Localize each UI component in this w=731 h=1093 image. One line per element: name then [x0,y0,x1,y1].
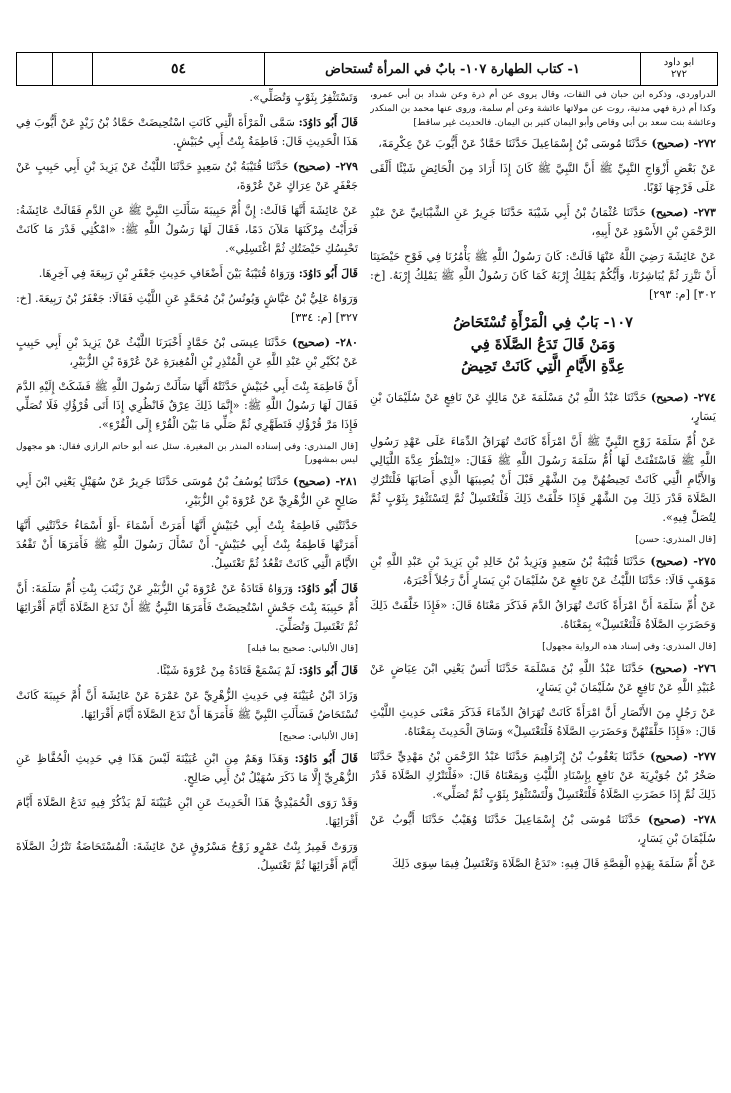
running-title: ١- كتاب الطهارة ١٠٧- بابٌ في المرأة تُستحاض [265,53,641,85]
text-paragraph: وَرَوَتْ قَمِيرُ بِنْتُ عَمْرٍو زَوْجُ مَسْرُوقٍ عَنْ عَائِشَةَ: الْمُسْتَحَاضَةُ تَتْرُكُ الصَّلَاةَ أَيَّامَ أَقْرَائِهَا ثُمَّ تَغْتَسِلُ. [16,840,358,872]
hadith-text: حَدَّثَنَا قُتَيْبَةُ بْنُ سَعِيدٍ حَدَّثَنَا اللَّيْثُ عَنْ يَزِيدَ بْنِ أَبِي حَبِيبٍ عَنْ جَعْفَرٍ عَنْ عِرَاكٍ عَنْ عُرْوَةَ، [16,160,358,192]
hadith-label: ٢٨١- (صحيح) [293,474,358,488]
header-empty-cell [53,53,93,85]
hadith-text: حَدَّثَنَا مُوسَى بْنُ إِسْمَاعِيلَ حَدَّثَنَا حَمَّادٌ عَنْ أَيُّوبَ عَنْ عِكْرِمَةَ، [378,137,652,150]
hadith-label: قَالَ أَبُو دَاوُدَ: [298,115,358,129]
hadith-paragraph [370,659,716,697]
page-header [16,52,718,86]
hadith-text: حَدَّثَنَا عَبْدُ اللَّهِ بْنُ مَسْلَمَةَ عَنْ مَالِكٍ عَنْ نَافِعٍ عَنْ سُلَيْمَانَ بْنِ يَسَارٍ، [370,391,716,423]
hadith-paragraph [16,749,358,787]
hadith-paragraph [370,747,716,804]
hadith-label: ٢٧٩- (صحيح) [292,159,358,173]
text-paragraph: عَنْ عَائِشَةَ رَضِيَ اللَّهُ عَنْهَا قَالَتْ: كَانَ رَسُولُ اللَّهِ ﷺ يَأْمُرُنَا فِي فَوْحِ حَيْضَتِنَا أَنْ نَتَّزِرَ ثُمَّ يُبَاشِرُنَا، وَأَيُّكُمْ يَمْلِكُ إِرْبَهُ كَمَا كَانَ رَسُولُ اللَّهِ ﷺ يَمْلِكُ إِرْبَهُ. [خ: ٣٠٢] [م: ٢٩٣] [370,250,716,301]
hadith-label: ٢٧٧- (صحيح) [650,749,716,763]
hadith-text: وَرَوَاهُ قَتَادَةُ عَنْ عُرْوَةَ بْنِ الزُّبَيْرِ عَنْ زَيْنَبَ بِنْتِ أُمِّ سَلَمَةَ: أَنَّ أُمَّ حَبِيبَةَ بِنْتَ جَحْشٍ اسْتُحِيضَتْ فَأَمَرَهَا النَّبِيُّ ﷺ أَنْ تَدَعَ الصَّلَاةَ أَيَّامَ أَقْرَائِهَا ثُمَّ تَغْتَسِلَ وَتُصَلِّيَ. [16,582,358,633]
hadith-label: ٢٧٣- (صحيح) [650,205,716,219]
hadith-text: لَمْ يَسْمَعْ قَتَادَةُ مِنْ عُرْوَةَ شَيْئًا. [156,664,299,677]
hadith-text: وَهَذَا وَهَمٌ مِنِ ابْنِ عُيَيْنَةَ لَيْسَ هَذَا فِي حَدِيثِ الْحُفَّاظِ عَنِ الزُّهْرِيِّ إِلَّا مَا ذَكَرَ سُهَيْلُ بْنُ أَبِي صَالِحٍ. [16,752,358,784]
text-paragraph: عَنْ أُمِّ سَلَمَةَ أَنَّ امْرَأَةً كَانَتْ تُهَرَاقُ الدَّمَ فَذَكَرَ مَعْنَاهُ قَالَ: «فَإِذَا خَلَّفَتْ ذَلِكَ وَحَضَرَتِ الصَّلَاةُ فَلْتَغْتَسِلْ» بِمَعْنَاهُ. [370,599,716,631]
hadith-label: قَالَ أَبُو دَاوُدَ: [294,751,358,765]
hadith-paragraph [16,333,358,371]
hadith-text: حَدَّثَنَا عُثْمَانُ بْنُ أَبِي شَيْبَةَ حَدَّثَنَا جَرِيرٌ عَنِ الشَّيْبَانِيِّ عَنْ عَبْدِ الرَّحْمَنِ بْنِ الأَسْوَدِ عَنْ أَبِيهِ، [370,206,716,238]
hadith-text: وَرَوَاهُ قُتَيْبَةُ بَيْنَ أَضْعَافِ حَدِيثِ جَعْفَرِ بْنِ رَبِيعَةَ فِي آخِرِهَا. [38,267,299,280]
hadith-label: ٢٧٤- (صحيح) [650,390,716,404]
book-info [641,53,717,85]
page-number: ٥٤ [93,53,265,85]
hadith-text: حَدَّثَنَا قُتَيْبَةُ بْنُ سَعِيدٍ وَيَزِيدُ بْنُ خَالِدِ بْنِ يَزِيدَ بْنِ عَبْدِ اللَّهِ بْنِ مَوْهَبٍ قَالَا: حَدَّثَنَا اللَّيْثُ عَنْ نَافِعٍ عَنْ سُلَيْمَانَ بْنِ يَسَارٍ أَنَّ رَجُلاً أَخْبَرَهُ، [370,555,716,587]
footnote: [قال الألباني: صحيح] [279,731,358,742]
hadith-paragraph [370,810,716,848]
hadith-paragraph [16,264,358,283]
chapter-heading [370,312,716,378]
text-paragraph: وَتَسْتَثْفِرُ بِثَوْبٍ وَتُصَلِّي». [249,91,358,104]
text-paragraph: وَقَدْ رَوَى الْحُمَيْدِيُّ هَذَا الْحَدِيثَ عَنِ ابْنِ عُيَيْنَةَ لَمْ يَذْكُرْ فِيهِ تَدَعُ الصَّلَاةَ أَيَّامَ أَقْرَائِهَا. [16,796,358,828]
hadith-text: حَدَّثَنَا عِيسَى بْنُ حَمَّادٍ أَخْبَرَنَا اللَّيْثُ عَنْ يَزِيدَ بْنِ أَبِي حَبِيبٍ عَنْ بُكَيْرِ بْنِ عَبْدِ اللَّهِ عَنِ الْمُنْذِرِ بْنِ الْمُغِيرَةِ عَنْ عُرْوَةَ بْنِ الزُّبَيْرِ، [16,336,358,368]
commentary-text: الدراوردي، وذكره ابن حبان في الثقات، وقال يروى عن أم ذرة وعن شداد بن أبي عمرو، وكذا أم ذرة فهي مدنية، روت عن مولاتها عائشة وعن أم سلمة، وروى عنها محمد بن المنكدر وعائشة بنت سعد بن أبي وقاص وأبو اليمان كثير بن اليمان. فالحديث غير ساقط] [370,89,716,128]
hadith-label: قَالَ أَبُو دَاوُدَ: [298,266,358,280]
book-name: ابو داود [663,57,695,68]
hadith-label: قَالَ أَبُو دَاوُدَ: [297,581,358,595]
hadith-label: ٢٨٠- (صحيح) [292,335,358,349]
hadith-text: حَدَّثَنَا يُوسُفُ بْنُ مُوسَى حَدَّثَنَا جَرِيرٌ عَنْ سُهَيْلٍ يَعْنِي ابْنَ أَبِي صَالِحٍ عَنِ الزُّهْرِيِّ عَنْ عُرْوَةَ بْنِ الزُّبَيْرِ، [16,475,358,507]
hadith-paragraph [16,661,358,680]
hadith-label: قَالَ أَبُو دَاوُدَ: [298,663,358,677]
text-paragraph: وَزَادَ ابْنُ عُيَيْنَةَ فِي حَدِيثِ الزُّهْرِيِّ عَنْ عَمْرَةَ عَنْ عَائِشَةَ أَنَّ أُمَّ حَبِيبَةَ كَانَتْ تُسْتَحَاضُ فَسَأَلَتِ النَّبِيَّ ﷺ فَأَمَرَهَا أَنْ تَدَعَ الصَّلَاةَ أَيَّامَ أَقْرَائِهَا. [16,689,358,721]
text-paragraph: وَرَوَاهُ عَلِيُّ بْنُ عَيَّاشٍ وَيُونُسُ بْنُ مُحَمَّدٍ عَنِ اللَّيْثِ فَقَالَا: جَعْفَرُ بْنُ رَبِيعَةَ. [خ: ٣٢٧] [م: ٣٣٤] [16,292,358,324]
text-paragraph: أَنَّ فَاطِمَةَ بِنْتَ أَبِي حُبَيْشٍ حَدَّثَتْهُ أَنَّهَا سَأَلَتْ رَسُولَ اللَّهِ ﷺ فَشَكَتْ إِلَيْهِ الدَّمَ فَقَالَ لَهَا رَسُولُ اللَّهِ ﷺ: «إِنَّمَا ذَلِكَ عِرْقٌ فَانْظُرِي إِذَا أَتَى قُرْؤُكِ فَلَا تُصَلِّي فَإِذَا مَرَّ قُرْؤُكِ فَتَطَهَّرِي ثُمَّ صَلِّي مَا بَيْنَ الْقُرْءِ إِلَى الْقُرْءِ». [16,380,358,431]
book-volume: ٢٧٢ [670,69,688,80]
hadith-paragraph [370,388,716,426]
footnote: [قال المنذري: حسن] [635,534,716,545]
hadith-label: ٢٧٦- (صحيح) [649,661,716,675]
text-paragraph: عَنْ أُمِّ سَلَمَةَ بِهَذِهِ الْقِصَّةِ قَالَ فِيهِ: «تَدَعُ الصَّلَاةَ وَتَغْتَسِلُ فِيمَا سِوَى ذَلِكَ [391,857,716,870]
header-empty-cell [17,53,53,85]
hadith-paragraph [16,579,358,636]
hadith-label: ٢٧٥- (صحيح) [650,554,716,568]
text-paragraph: عَنْ أُمِّ سَلَمَةَ زَوْجِ النَّبِيِّ ﷺ أَنَّ امْرَأَةً كَانَتْ تُهَرَاقُ الدِّمَاءَ عَلَى عَهْدِ رَسُولِ اللَّهِ ﷺ فَاسْتَفْتَتْ لَهَا أُمُّ سَلَمَةَ رَسُولَ اللَّهِ ﷺ فَقَالَ: «لِتَنْظُرْ عِدَّةَ اللَّيَالِي وَالأَيَّامِ الَّتِي كَانَتْ تَحِيضُهُنَّ مِنَ الشَّهْرِ قَبْلَ أَنْ يُصِيبَهَا الَّذِي أَصَابَهَا فَلْتَتْرُكِ الصَّلَاةَ قَدْرَ ذَلِكَ مِنَ الشَّهْرِ فَإِذَا خَلَّفَتْ ذَلِكَ فَلْتَغْتَسِلْ ثُمَّ لِتَسْتَثْفِرْ بِثَوْبٍ ثُمَّ لِتُصَلِّ فِيهِ». [370,435,716,524]
hadith-label: ٢٧٢- (صحيح) [651,136,716,150]
right-text-column [370,88,716,1088]
hadith-text: حَدَّثَنَا عَبْدُ اللَّهِ بْنُ مَسْلَمَةَ حَدَّثَنَا أَنَسٌ يَعْنِي ابْنَ عِيَاضٍ عَنْ عُبَيْدِ اللَّهِ عَنْ نَافِعٍ عَنْ سُلَيْمَانَ بْنِ يَسَارٍ، [370,662,716,694]
hadith-text: حَدَّثَنَا مُوسَى بْنُ إِسْمَاعِيلَ حَدَّثَنَا وُهَيْبٌ حَدَّثَنَا أَيُّوبُ عَنْ سُلَيْمَانَ بْنِ يَسَارٍ، [370,813,716,845]
text-paragraph: عَنْ رَجُلٍ مِنَ الأَنْصَارِ أَنَّ امْرَأَةً كَانَتْ تُهَرَاقُ الدِّمَاءَ فَذَكَرَ مَعْنَى حَدِيثِ اللَّيْثِ قَالَ: «فَإِذَا خَلَّفَتْهُنَّ وَحَضَرَتِ الصَّلَاةُ فَلْتَغْتَسِلْ» وَسَاقَ الْحَدِيثَ بِمَعْنَاهُ. [370,706,716,738]
hadith-paragraph [16,157,358,195]
hadith-text: حَدَّثَنَا يَعْقُوبُ بْنُ إِبْرَاهِيمَ حَدَّثَنَا عَبْدُ الرَّحْمَنِ بْنُ مَهْدِيٍّ حَدَّثَنَا صَخْرُ بْنُ جُوَيْرِيَةَ عَنْ نَافِعٍ بِإِسْنَادِ اللَّيْثِ وَبِمَعْنَاهُ قَالَ: «فَلْتَتْرُكِ الصَّلَاةَ قَدْرَ ذَلِكَ ثُمَّ إِذَا حَضَرَتِ الصَّلَاةُ فَلْتَغْتَسِلْ وَلْتَسْتَثْفِرْ بِثَوْبٍ ثُمَّ تُصَلِّي». [370,750,716,801]
chapter-heading-line: وَمَنْ قَالَ تَدَعُ الصَّلَاةَ فِي [470,336,616,353]
text-paragraph: عَنْ بَعْضِ أَزْوَاجِ النَّبِيِّ ﷺ أَنَّ النَّبِيَّ ﷺ كَانَ إِذَا أَرَادَ مِنَ الْحَائِضِ شَيْئًا أَلْقَى عَلَى فَرْجِهَا ثَوْبًا. [370,162,716,194]
chapter-heading-line: عِدَّةِ الأَيَّامِ الَّتِي كَانَتْ تَحِيضُ [461,358,625,375]
hadith-label: ٢٧٨- (صحيح) [648,812,716,826]
hadith-text: سَمَّى الْمَرْأَةَ الَّتِي كَانَتِ اسْتُحِيضَتْ حَمَّادُ بْنُ زَيْدٍ عَنْ أَيُّوبَ فِي هَذَا الْحَدِيثِ قَالَ: فَاطِمَةُ بِنْتُ أَبِي حُبَيْشٍ. [16,116,358,148]
hadith-paragraph [16,472,358,510]
left-text-column [16,88,358,1088]
hadith-paragraph [370,134,716,153]
hadith-paragraph [16,113,358,151]
footnote: [قال المنذري: وفي إسناده المنذر بن المغيرة. سئل عنه أبو حاتم الرازي فقال: هو مجهول ليس بمشهور] [16,441,358,465]
text-paragraph: حَدَّثَتْنِي فَاطِمَةُ بِنْتُ أَبِي حُبَيْشٍ أَنَّهَا أَمَرَتْ أَسْمَاءَ -أَوْ أَسْمَاءُ حَدَّثَتْنِي أَنَّهَا أَمَرَتْهَا فَاطِمَةُ بِنْتُ أَبِي حُبَيْشٍ- أَنْ تَسْأَلَ رَسُولَ اللَّهِ ﷺ فَأَمَرَهَا أَنْ تَقْعُدَ الأَيَّامَ الَّتِي كَانَتْ تَقْعُدُ ثُمَّ تَغْتَسِلُ. [16,519,358,570]
chapter-heading-line: ١٠٧- بَابٌ فِي الْمَرْأَةِ تُسْتَحَاضُ [453,314,633,331]
text-paragraph: عَنْ عَائِشَةَ أَنَّهَا قَالَتْ: إِنَّ أُمَّ حَبِيبَةَ سَأَلَتِ النَّبِيَّ ﷺ عَنِ الدَّمِ فَقَالَتْ عَائِشَةُ: فَرَأَيْتُ مِرْكَنَهَا مَلآنَ دَمًا، فَقَالَ لَهَا رَسُولُ اللَّهِ ﷺ: «امْكُثِي قَدْرَ مَا كَانَتْ تَحْبِسُكِ حَيْضَتُكِ ثُمَّ اغْتَسِلِي». [16,204,358,255]
footnote: [قال المنذري: وفي إسناد هذه الرواية مجهول] [542,641,716,652]
footnote: [قال الألباني: صحيح بما قبله] [247,643,358,654]
hadith-paragraph [370,203,716,241]
hadith-paragraph [370,552,716,590]
